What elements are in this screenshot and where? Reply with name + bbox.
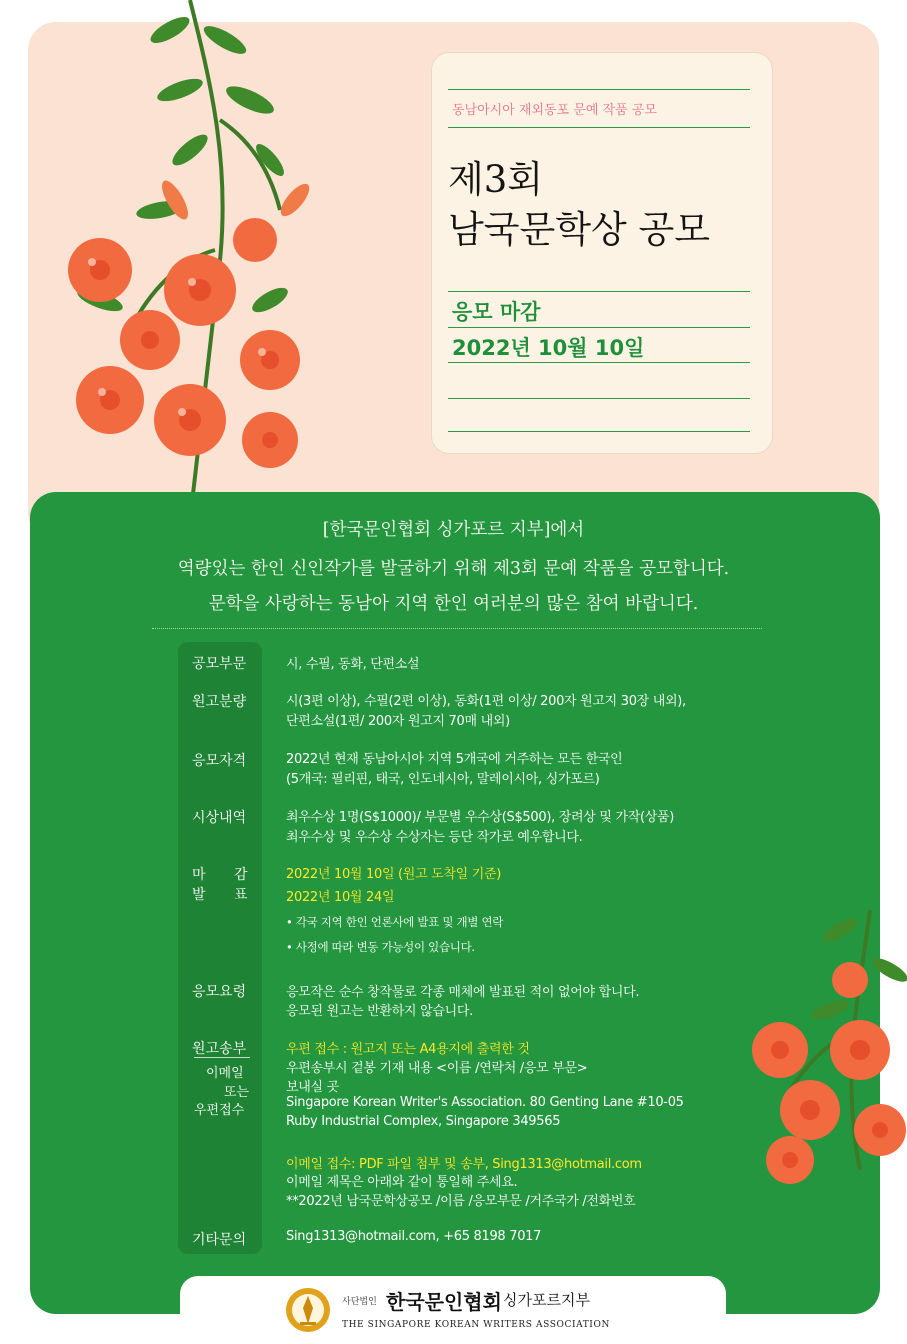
label-column (178, 642, 262, 1254)
label-deadline-2: 감 (234, 867, 248, 883)
label-announce-2: 표 (234, 887, 248, 903)
note-1: • 각국 지역 한인 언론사에 발표 및 개별 연락 (286, 915, 504, 929)
eligibility-line-2: (5개국: 필리핀, 태국, 인도네시아, 말레이시아, 싱가포르) (286, 772, 600, 787)
divider (152, 628, 762, 629)
submission-label-rule (194, 1057, 250, 1058)
contest-title: 남국문학상 공모 (448, 208, 710, 251)
contest-category: 동남아시아 재외동포 문예 작품 공모 (452, 103, 657, 118)
label-category: 공모부문 (192, 656, 247, 672)
edition-title: 제3회 (448, 158, 544, 201)
post-address-1: Singapore Korean Writer's Association. 80 Genting Lane #10-05 (286, 1095, 684, 1110)
label-awards: 시상내역 (192, 810, 247, 826)
footer-english-name: THE SINGAPORE KOREAN WRITERS ASSOCIATION (342, 1320, 610, 1330)
association-emblem-icon (284, 1286, 332, 1334)
flower-right-illustration (720, 910, 907, 1190)
email-line-2: **2022년 남국문학상공모 /이름 /응모부문 /거주국가 /전화번호 (286, 1194, 636, 1209)
footer-prefix: 사단법인 (342, 1297, 377, 1307)
deadline-value: 2022년 10월 10일 (원고 도착일 기준) (286, 867, 502, 882)
intro-line-1: [한국문인협회 싱가포르 지부]에서 (322, 520, 585, 540)
post-address-2: Ruby Industrial Complex, Singapore 349565 (286, 1114, 561, 1129)
guidelines-line-2: 응모된 원고는 반환하지 않습니다. (286, 1004, 473, 1019)
intro-line-2: 역량있는 한인 신인작가를 발굴하기 위해 제3회 문예 작품을 공모합니다. (177, 559, 730, 579)
announce-value: 2022년 10월 24일 (286, 890, 395, 905)
label-submission: 원고송부 (192, 1041, 247, 1057)
post-title: 우편 접수 : 원고지 또는 A4용지에 출력한 것 (286, 1042, 530, 1057)
footer-logo-area (180, 1276, 726, 1344)
eligibility-line-1: 2022년 현재 동남아시아 지역 5개국에 거주하는 모든 한국인 (286, 752, 623, 767)
category-value: 시, 수필, 동화, 단편소설 (286, 657, 420, 672)
label-eligibility: 응모자격 (192, 753, 247, 769)
label-guidelines: 응모요령 (192, 984, 247, 1000)
label-submission-or: 또는 (224, 1085, 250, 1100)
post-line-1: 우편송부시 겉봉 기재 내용 <이름 /연락처 /응모 부문> (286, 1061, 588, 1076)
label-announce-1: 발 (192, 887, 206, 903)
length-line-1: 시(3편 이상), 수필(2편 이상), 동화(1편 이상/ 200자 원고지 30장 내외), (286, 694, 686, 709)
length-line-2: 단편소설(1편/ 200자 원고지 70매 내외) (286, 714, 510, 729)
guidelines-line-1: 응모작은 순수 창작물로 각종 매체에 발표된 적이 없어야 합니다. (286, 985, 640, 1000)
label-submission-email: 이메일 (206, 1066, 244, 1081)
note-2: • 사정에 따라 변동 가능성이 있습니다. (286, 940, 475, 954)
label-length: 원고분량 (192, 694, 247, 710)
label-deadline-1: 마 (192, 867, 206, 883)
title-card (431, 52, 773, 454)
contact-value: Sing1313@hotmail.com, +65 8198 7017 (286, 1229, 542, 1244)
intro-line-3: 문학을 사랑하는 동남아 지역 한인 여러분의 많은 참여 바랍니다. (208, 594, 699, 614)
email-title: 이메일 접수: PDF 파일 첨부 및 송부, Sing1313@hotmail.com (286, 1157, 642, 1172)
label-contact: 기타문의 (192, 1232, 247, 1248)
label-submission-post: 우편접수 (194, 1103, 245, 1118)
post-line-2: 보내실 곳 (286, 1080, 339, 1095)
footer-org-name: 한국문인협회 (386, 1290, 502, 1314)
awards-line-1: 최우수상 1명(S$1000)/ 부문별 우수상(S$500), 장려상 및 가작(상품) (286, 810, 675, 825)
footer-branch: 싱가포르지부 (503, 1291, 590, 1309)
trumpet-vine-illustration (40, 0, 340, 530)
email-line-1: 이메일 제목은 아래와 같이 통일해 주세요. (286, 1175, 518, 1190)
deadline-date: 2022년 10월 10일 (452, 336, 645, 360)
deadline-label: 응모 마감 (452, 300, 541, 324)
awards-line-2: 최우수상 및 우수상 수상자는 등단 작가로 예우합니다. (286, 830, 583, 845)
